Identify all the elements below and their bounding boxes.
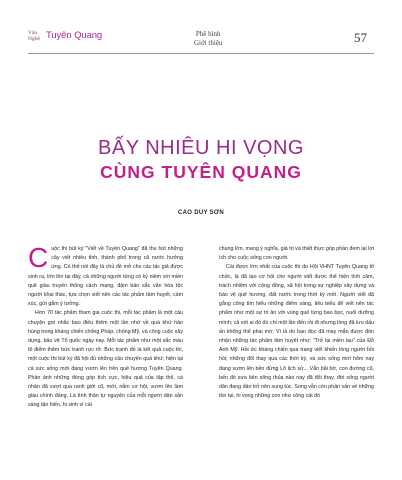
article-title-line-2: CÙNG TUYÊN QUANG [100, 162, 302, 182]
magazine-logo-title: Tuyên Quang [46, 30, 103, 41]
section-label [194, 30, 222, 47]
header-divider [28, 53, 374, 54]
paragraph-2: Hơn 70 tác phẩm tham gia cuộc thi, mỗi tác phẩm là một câu chuyện gợi nhắc bao điều thêm một lần nhớ về quá khứ hào hùng trong kháng chiến chống Pháp, chống Mỹ, và công cuộc xây dựng, bảo vệ Tổ quốc ngày nay. Mỗi tác phẩm như một sắc màu tô điểm thêm bức tranh rực rỡ. Bức tranh đó là kết quả cuộc thi, một cuộc thi bút ký đã hội đủ những câu chuyện quá khứ; hiện tại cả sức sống mới đang vươn lên trên quê hương Tuyên Quang. Phản ánh những đóng góp tích cực, hiệu quả của tập thể, cá nhân đã vượt qua ranh giới cũ, mới, nắm cơ hội, vươn lên làm giàu chính đáng. Là tình thân tự nguyện của mỗi người dân sẵn sàng tận hiến, hi sinh vì cái [28, 310, 183, 409]
page-number: 57 [354, 30, 367, 45]
article-column-2 [219, 245, 374, 401]
paragraph-4: Cái được lớn nhất của cuộc thi do Hội VHNT Tuyên Quang tổ chức, là đã tạo cơ hội cho người viết được thể hiện tình cảm, trách nhiệm với cộng đồng, xã hội trong sự nghiệp xây dựng và bảo vệ quê hương, đất nước trong thời kỳ mới. Người viết đã gắng công tìm hiểu những điểm sáng, tiêu biểu để viết nên tác phẩm như một sự tri ân với vùng quê từng bao bọc, nuôi dưỡng mình; cả với ai đó dù chỉ một lần đến rồi đi nhưng lòng đã lưu dấu ấn không thể phai mờ. Vì là do bạn đọc đã may mắn được đón nhận những tác phẩm tâm huyết như: "Trở lại miền lau" của Đỗ Anh Mỹ. Hồi ức kháng chiến qua trang viết khiến lòng người bồi hồi; những đổi thay qua các thời kỳ, và sức sống mới hôm nay đang vươn lên bền đứng Lô lịch sử... Vẫn bãi bờ, con đường cũ, bến đò xưa bên sông thủa nào nay đã đổi thay, đời sống người dân đang dần trở nên sung túc. Song vẫn còn phần vấn về những tồn tại, hi vọng những con như công cát đó [219, 264, 374, 400]
paragraph-1-text: uộc thi bút ký "Viết về Tuyên Quang" đã thu hút những cây viết nhiều tỉnh, thành phố trong cả nước hưởng ứng. Có thể nói đây là chủ đề mở cho các tác giả được sinh ra, lớn lên tại đây, cả những người từng có kỷ niệm với miền quê giàu truyền thống cách mạng, đậm bản sắc văn hóa tộc người khai thác, tựa chọn viết nên các tác phẩm tâm huyết, cảm xúc, gửi gắm ý tưởng. [28, 246, 183, 308]
paragraph-1 [28, 242, 183, 309]
drop-cap: C [28, 242, 49, 273]
article-author: CAO DUY SƠN [178, 210, 224, 216]
magazine-logo-word-1: Văn [28, 30, 38, 36]
article-column-1 [28, 242, 183, 411]
section-label-line-2: Giới thiệu [194, 38, 223, 47]
paragraph-3: chung lớn, mang ý nghĩa, giá trị và thiết thực góp phần đem lại lợi ích cho cuộc sống con người. [219, 246, 374, 262]
magazine-logo-small [28, 30, 42, 42]
magazine-logo-word-2: Nghệ [28, 36, 40, 42]
article-title-line-1: BẤY NHIÊU HI VỌNG [98, 137, 304, 159]
section-label-line-1: Phê bình [195, 30, 221, 38]
